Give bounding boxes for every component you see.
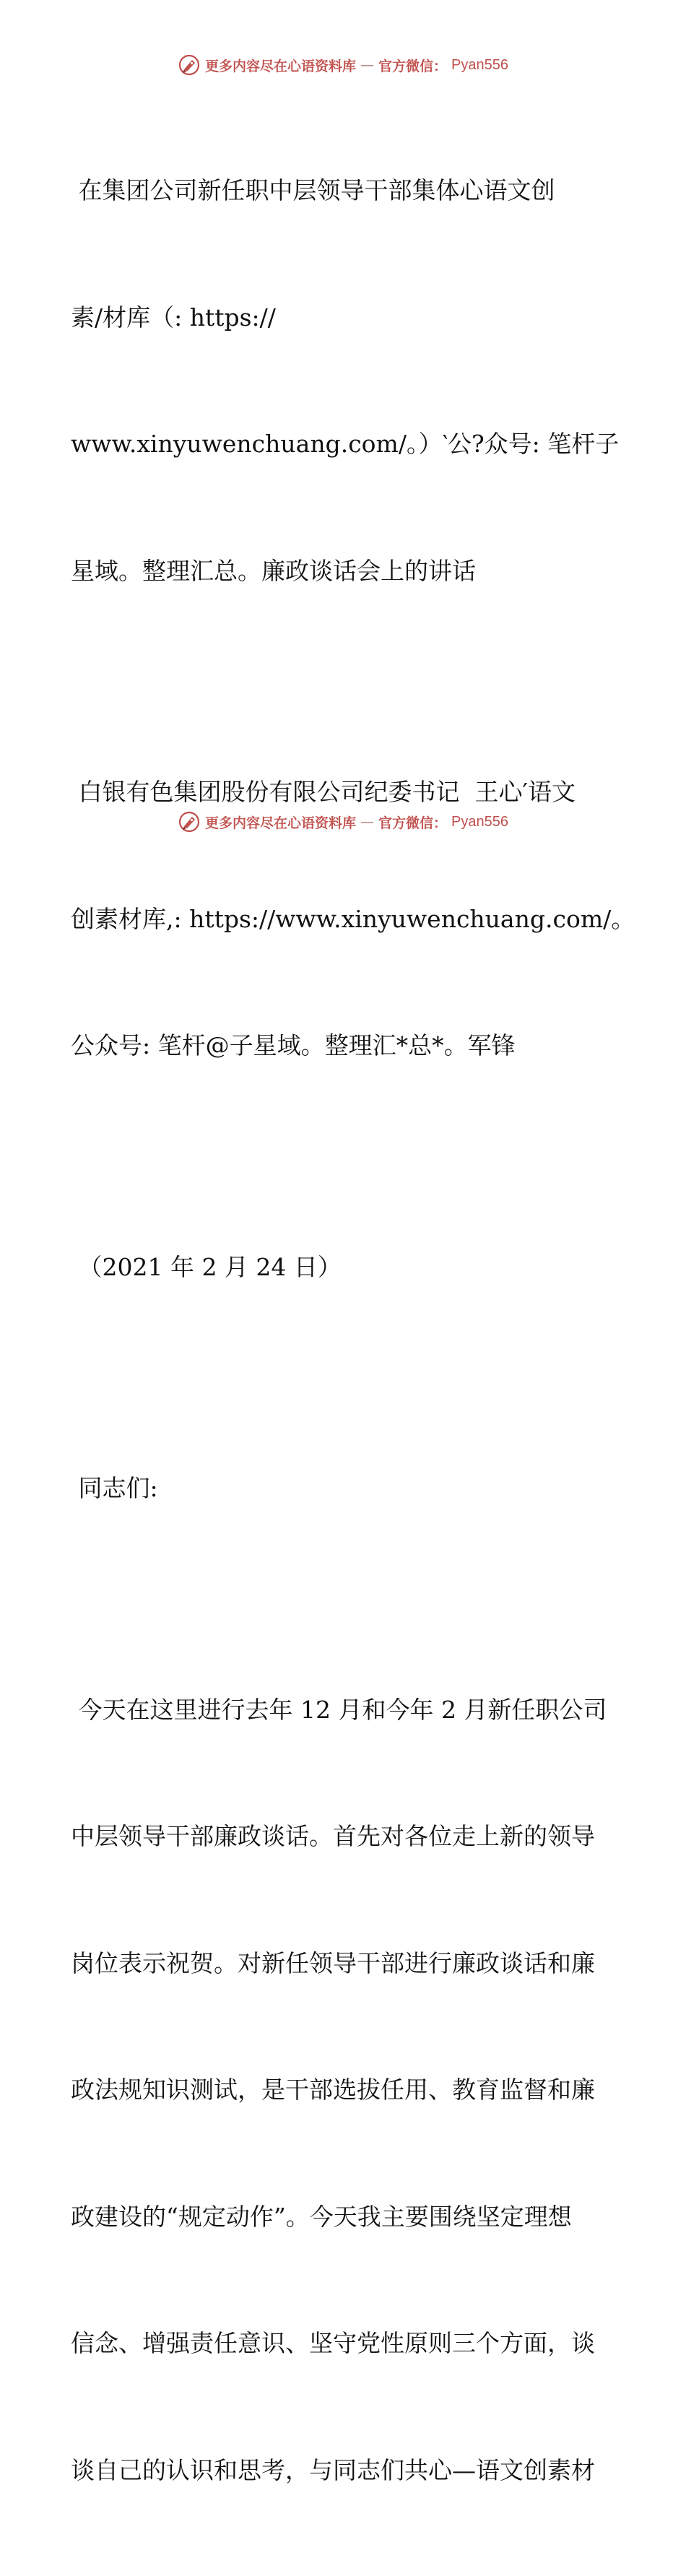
banner-text: 更多内容尽在心语资料库: [205, 56, 356, 75]
paragraph-line: 中层领导干部廉政谈话。首先对各位走上新的领导: [71, 1816, 627, 1858]
banner-separator: —: [360, 814, 374, 830]
title-line: 星域。整理汇总。廉政谈话会上的讲话: [71, 550, 627, 593]
banner-wechat-id: Pyan556: [451, 57, 508, 74]
title-line: www.xinyuwenchuang.com/。）‵公?众号: 笔杆子: [71, 423, 627, 466]
paragraph-line: 政建设的“规定动作”。今天我主要围绕坚定理想: [71, 2196, 627, 2239]
author-line: [71, 687, 627, 1152]
document-title: [71, 85, 627, 677]
title-line: 在集团公司新任职中层领导干部集体心语文创: [71, 170, 627, 212]
date-text: （2021 年 2 月 24 日）: [71, 1246, 627, 1289]
pen-nib-logo-icon: [178, 810, 201, 833]
paragraph-line: 今天在这里进行去年 12 月和今年 2 月新任职公司: [71, 1689, 627, 1732]
header-banner: [0, 51, 686, 79]
banner-wechat-label: 官方微信：: [378, 56, 447, 75]
banner-separator: —: [360, 57, 374, 73]
date-line: [71, 1162, 627, 1374]
author-text-line: 白银有色集团股份有限公司纪委书记 王心′语文: [71, 771, 627, 814]
paragraph-line: 信念、增强责任意识、坚守党性原则三个方面，谈: [71, 2323, 627, 2365]
document-page: [0, 0, 686, 888]
body-paragraph: [71, 1605, 627, 2576]
title-line: 素/材库（: https://: [71, 297, 627, 339]
paragraph-line: 岗位表示祝贺。对新任领导干部进行廉政谈话和廉: [71, 1943, 627, 1985]
banner-wechat-label: 官方微信：: [378, 812, 447, 832]
document-body: [71, 85, 627, 2576]
salutation: [71, 1383, 627, 1595]
author-text-line: 公众号: 笔杆@子星域。整理汇*总*。军锋: [71, 1025, 627, 1067]
pen-nib-logo-icon: [178, 53, 201, 77]
footer-banner: [0, 807, 686, 836]
paragraph-line: 政法规知识测试，是干部选拔任用、教育监督和廉: [71, 2069, 627, 2112]
banner-wechat-id: Pyan556: [451, 814, 508, 831]
salutation-text: 同志们:: [71, 1467, 627, 1510]
author-text-line: 创素材库,: https://www.xinyuwenchuang.com/。: [71, 898, 627, 941]
paragraph-line: 谈自己的认识和思考，与同志们共心—语文创素材: [71, 2450, 627, 2492]
banner-text: 更多内容尽在心语资料库: [205, 812, 356, 832]
